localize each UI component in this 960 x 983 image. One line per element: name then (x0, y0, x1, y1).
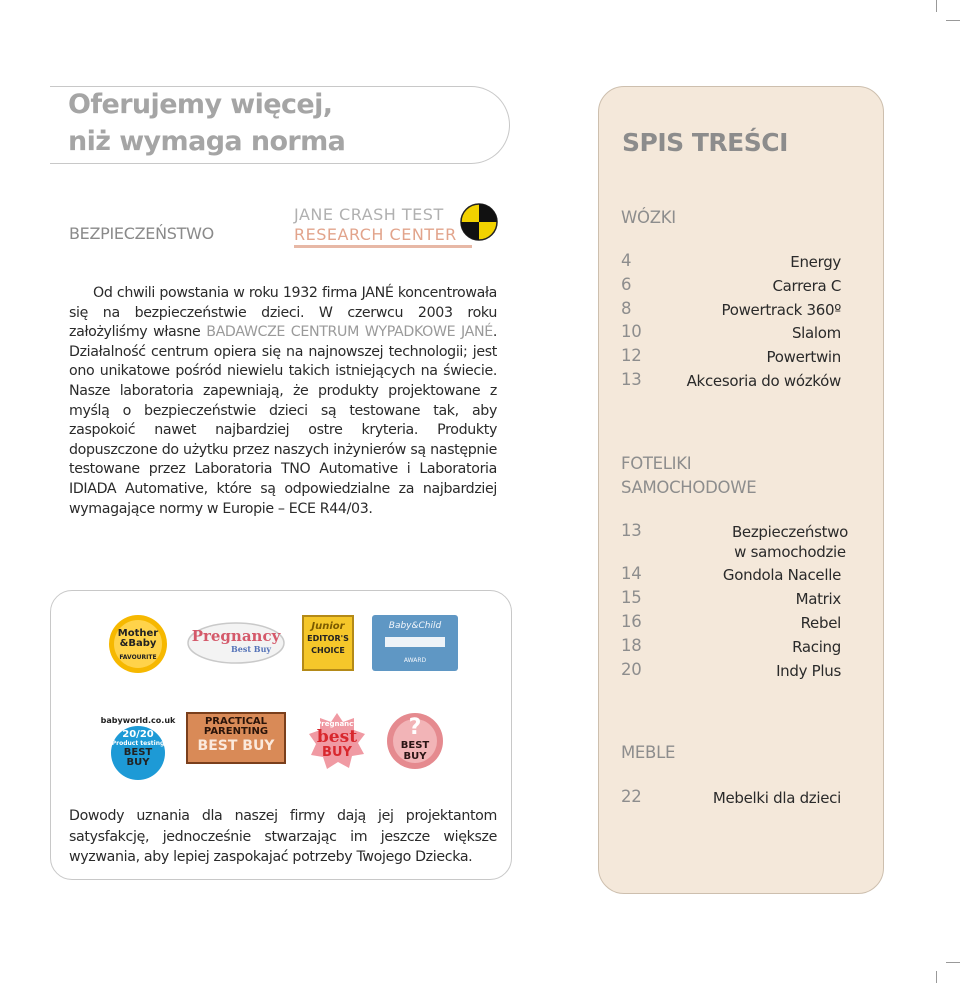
toc-item-label: Rebel (800, 614, 841, 632)
toc-item-label (725, 522, 855, 562)
toc-item-label: Matrix (795, 590, 841, 608)
toc-page-number: 15 (621, 588, 642, 607)
toc-page-number: 16 (621, 612, 642, 631)
award-text: Junior (311, 621, 345, 632)
crop-mark (936, 0, 937, 12)
toc-item-label: Racing (792, 638, 841, 656)
award-text: &Baby (119, 638, 157, 649)
crop-mark (936, 971, 937, 983)
junior-editors-choice-award (302, 615, 354, 671)
award-text: 20/20 (122, 729, 154, 740)
page-title (68, 86, 518, 160)
award-text: babyworld.co.uk (100, 716, 176, 725)
crop-mark (946, 20, 960, 21)
award-text: Mother (117, 628, 159, 639)
toc-item-label: Slalom (791, 324, 841, 342)
award-text: FAVOURITE (119, 654, 157, 661)
toc-page-number: 22 (621, 787, 642, 806)
pregnancy-best-buy-award (186, 620, 286, 666)
toc-page-number: 4 (621, 251, 632, 270)
toc-title: SPIS TREŚCI (622, 128, 788, 157)
award-text: BUY (322, 745, 352, 760)
toc-item-label: Carrera C (772, 277, 841, 295)
toc-page-number: 18 (621, 636, 642, 655)
award-text: EDITOR'S (307, 634, 349, 643)
award-text: BEST BUY (197, 738, 275, 754)
toc-page-number: 12 (621, 346, 642, 365)
page-title-line-1: Oferujemy więcej, (68, 89, 333, 120)
toc-page-number: 14 (621, 564, 642, 583)
intro-paragraph (69, 284, 497, 519)
toc-section-line: SAMOCHODOWE (621, 478, 757, 497)
award-ribbon (385, 637, 445, 647)
toc-item-label: Indy Plus (776, 662, 841, 680)
toc-item-label: Powertwin (766, 348, 841, 366)
best-buy-question-award (386, 712, 444, 770)
award-text: ? (408, 715, 422, 740)
logo-line-1: JANE CRASH TEST (294, 205, 444, 224)
award-text: Pregnancy (191, 627, 281, 645)
toc-page-number: 13 (621, 370, 642, 389)
toc-item-label: Powertrack 360º (721, 301, 841, 319)
toc-item-label-line: Bezpieczeństwo (731, 523, 849, 541)
award-text: CHOICE (311, 646, 345, 655)
crash-center-highlight: BADAWCZE CENTRUM WYPADKOWE JANÉ (206, 324, 493, 341)
toc-page-number: 8 (621, 299, 632, 318)
toc-page-number: 13 (621, 521, 642, 540)
award-text: Pregnancy (316, 720, 358, 728)
practical-parenting-award (186, 712, 286, 764)
toc-section-car-seats (621, 452, 756, 500)
crop-mark (946, 962, 960, 963)
toc-item-label: Mebelki dla dzieci (712, 789, 841, 807)
toc-section-strollers: WÓZKI (621, 208, 676, 227)
award-text: BUY (126, 757, 150, 768)
award-text: Best Buy (230, 644, 272, 654)
logo-line-2: RESEARCH CENTER (294, 225, 457, 244)
logo-underline (294, 245, 472, 248)
award-text: BUY (403, 751, 427, 762)
toc-section-line: FOTELIKI (621, 454, 692, 473)
award-text: PARENTING (203, 726, 269, 737)
award-text: BEST (123, 747, 153, 758)
award-text: best (316, 727, 358, 747)
award-text: BEST (400, 740, 430, 751)
toc-item-label: Gondola Nacelle (722, 566, 841, 584)
toc-item-label-line: w samochodzie (734, 543, 846, 561)
toc-page-number: 6 (621, 275, 632, 294)
toc-page-number: 10 (621, 322, 642, 341)
award-text: AWARD (403, 657, 427, 664)
jane-crash-test-logo (292, 203, 502, 253)
awards-paragraph: Dowody uznania dla naszej firmy dają jej projektantom satysfakcję, jednocześnie stwarzając im jeszcze większe wyzwania, aby lepiej zaspokajać potrzeby Twojego Dziecka. (69, 808, 497, 865)
babyworld-best-buy-award (100, 716, 176, 772)
section-label-safety: BEZPIECZEŃSTWO (69, 224, 214, 243)
crash-target-icon (460, 203, 498, 241)
toc-page-number: 20 (621, 660, 642, 679)
toc-item-label: Energy (790, 253, 841, 271)
intro-text-part-2: . Działalność centrum opiera się na najnowszej technologii; jest ono unikatowe pośród niewielu takich istniejących na świecie. Nasze laboratoria zapewniają, że produkty projektowane z myślą o bezpieczeństwie dzieci są testowane tak, aby zaspokoić nawet najbardziej ostre kryteria. Produkty dopuszczone do użytku przez naszych inżynierów są następnie testowane przez Laboratoria TNO Automative i Laboratoria IDIADA Automative, które są odpowiedzialne za najbardziej wymagające normy w Europie – ECE R44/03. (69, 324, 497, 517)
pregnancy-best-buy-badge (307, 712, 367, 770)
intro-text-part-1: Od chwili powstania w roku 1932 firma JANÉ koncentrowała się na bezpieczeństwie dzieci. W czerwcu 2003 roku założyliśmy własne (69, 285, 497, 341)
award-text: Baby&Child (388, 621, 442, 631)
page-title-line-2: niż wymaga norma (68, 126, 346, 157)
baby-child-award (372, 615, 458, 671)
toc-item-label: Akcesoria do wózków (686, 372, 841, 390)
award-text: Product testing (111, 740, 165, 747)
toc-section-furniture: MEBLE (621, 743, 676, 762)
mother-baby-award (108, 614, 168, 674)
award-text: PRACTICAL (204, 716, 268, 727)
